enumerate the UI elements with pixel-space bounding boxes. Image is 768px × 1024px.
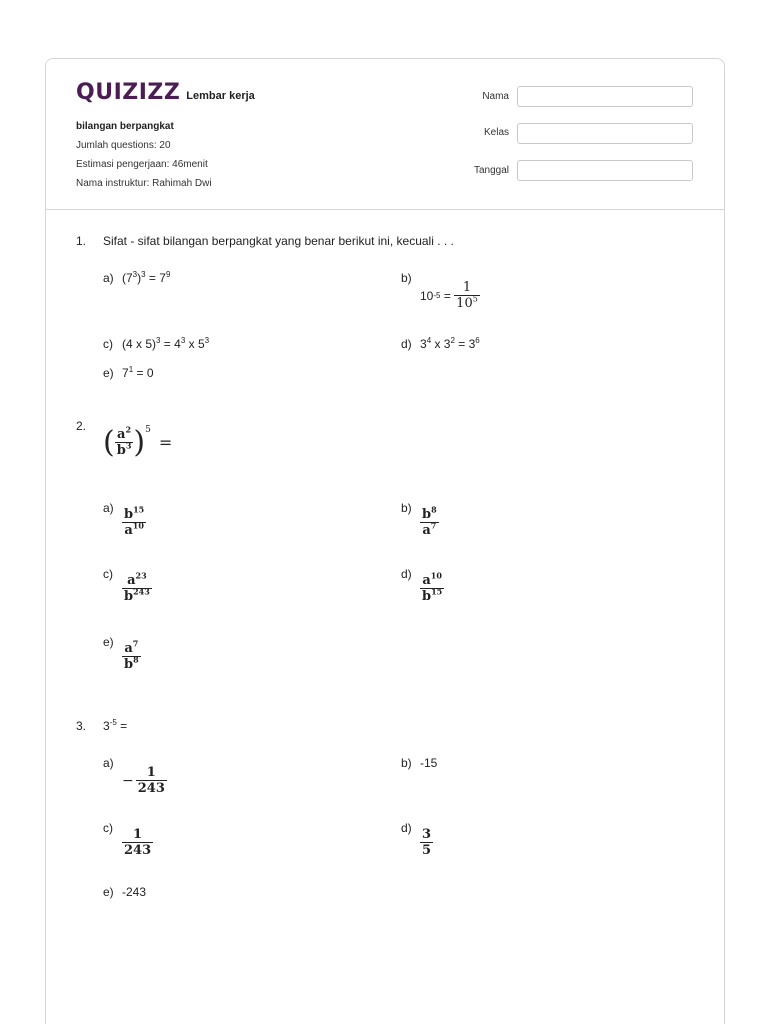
worksheet-title: bilangan berpangkat bbox=[76, 121, 174, 132]
q3-option-a-label: a) bbox=[103, 756, 114, 770]
worksheet-header bbox=[46, 59, 724, 210]
nama-label: Nama bbox=[482, 91, 509, 102]
q1-option-d[interactable]: $3^4$ x $3^2 = 3^6$ bbox=[420, 336, 480, 351]
q2-option-a-label: a) bbox=[103, 501, 114, 515]
q2-option-b-label: b) bbox=[401, 501, 412, 515]
q3-option-b-label: b) bbox=[401, 756, 412, 770]
question-1-number: 1. bbox=[76, 234, 87, 248]
q1-option-d-label: d) bbox=[401, 337, 412, 351]
q1-option-e-label: e) bbox=[103, 366, 114, 380]
q1-option-c-label: c) bbox=[103, 337, 113, 351]
q2-option-c-label: c) bbox=[103, 567, 113, 581]
question-3-number: 3. bbox=[76, 719, 87, 733]
q3-option-c-label: c) bbox=[103, 821, 113, 835]
q3-option-e[interactable]: -243 bbox=[122, 885, 147, 899]
brand-name: QUIZIZZ bbox=[76, 80, 181, 105]
q1-b-fraction: $\frac{1}{10^5}$ bbox=[456, 280, 478, 311]
q2-option-d-label: d) bbox=[401, 567, 412, 581]
nama-input[interactable] bbox=[517, 86, 693, 107]
q3-option-c[interactable]: $\frac{1}{243}$ bbox=[124, 827, 152, 858]
q2-option-a[interactable]: $\frac{b^{15}}{a^{10}}$ bbox=[124, 504, 145, 538]
tanggal-input[interactable] bbox=[517, 160, 693, 181]
q2-option-d[interactable]: $\frac{a^{10}}{b^{15}}$ bbox=[422, 570, 443, 604]
brand-subtitle: Lembar kerja bbox=[186, 90, 255, 102]
quizizz-logo bbox=[76, 81, 255, 105]
q3-option-d-label: d) bbox=[401, 821, 412, 835]
instructor-name: Nama instruktur: Rahimah Dwi bbox=[76, 178, 212, 189]
q1-option-e[interactable]: $7^1 = 0$ bbox=[122, 365, 154, 380]
q2-option-c[interactable]: $\frac{a^{23}}{b^{243}}$ bbox=[124, 570, 150, 604]
q3-option-a[interactable]: − $\frac{1}{243}$ bbox=[122, 765, 165, 796]
q3-option-e-label: e) bbox=[103, 885, 114, 899]
tanggal-label: Tanggal bbox=[473, 165, 509, 176]
q1-option-a-label: a) bbox=[103, 271, 114, 285]
q2-stem-fraction: $\frac{a^2}{b^3}$ bbox=[116, 424, 132, 458]
q1-option-b-label: b) bbox=[401, 271, 412, 285]
question-2-stem: ( $\frac{a^2}{b^3}$ ) 5 = bbox=[103, 424, 173, 460]
q2-option-e-label: e) bbox=[103, 635, 114, 649]
q2-option-b[interactable]: $\frac{b^8}{a^7}$ bbox=[422, 504, 437, 538]
kelas-input[interactable] bbox=[517, 123, 693, 144]
q1-option-b[interactable]: 10 -5 = $\frac{1}{10^5}$ bbox=[420, 280, 478, 311]
worksheet-card bbox=[45, 58, 725, 1024]
worksheet-meta bbox=[76, 117, 212, 193]
q1-option-c[interactable]: (4 x $5)^3 = 4^3$ x $5^3$ bbox=[122, 336, 210, 351]
question-1-text: Sifat - sifat bilangan berpangkat yang benar berikut ini, kecuali . . . bbox=[103, 234, 454, 248]
kelas-label: Kelas bbox=[483, 127, 509, 138]
q3-option-d[interactable]: $\frac{3}{5}$ bbox=[422, 827, 432, 858]
q3-option-b[interactable]: -15 bbox=[420, 756, 438, 770]
question-2-number: 2. bbox=[76, 419, 87, 433]
q2-option-e[interactable]: $\frac{a^7}{b^8}$ bbox=[124, 638, 139, 672]
question-3-stem: $3^{-5}$ = bbox=[103, 718, 128, 733]
questions-count: Jumlah questions: 20 bbox=[76, 140, 171, 151]
time-estimate: Estimasi pengerjaan: 46menit bbox=[76, 159, 208, 170]
q1-option-a[interactable]: $(7^3)^3 = 7^9$ bbox=[122, 270, 171, 285]
